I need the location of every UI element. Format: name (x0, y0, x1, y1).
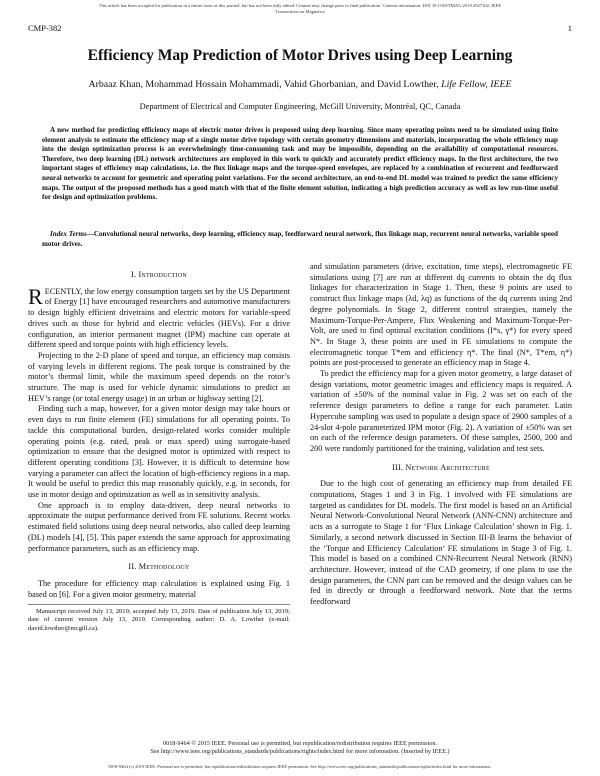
banner-line-2: Transactions on Magnetics (275, 9, 325, 14)
author-list (28, 79, 572, 91)
paper-title: Efficiency Map Prediction of Motor Drives using Deep Learning (87, 47, 513, 64)
author-fellowship: Life Fellow, IEEE (441, 79, 512, 90)
section-number: III. (392, 462, 404, 472)
banner-line-1: This article has been accepted for publication in a future issue of this journal, but has not been fully edited. Content may change prior to final publication. Citation information: DOI 10.1109/TMAG.2019.2927102, IEEE (98, 3, 502, 8)
page-footer: 0018-9464 (c) 2019 IEEE. Personal use is permitted, but republication/redistribution requires IEEE permission. See http://www.ieee.org/publications_standards/publications/rights/index.html for more information. (108, 764, 492, 769)
abstract: A new method for predicting efficiency maps of electric motor drives is proposed using deep learning. Since many operating points need to be simulated using finite element analysis to estimate the efficiency map of a single motor drive topology with certain geometry dimensions and materials, incorporating the whole efficiency map into the design optimization process is an overwhelmingly time-consuming task and may be impossible, depending on the availability of computational resources. Therefore, two deep learning (DL) network architectures are employed in this work to quickly and accurately predict efficiency maps. In the first architecture, the two important stages of efficiency map calculations, i.e. the flux linkage maps and the torque-speed envelopes, are replaced by a combination of recurrent and feedforward neural networks to account for geometric and operating point variations. For the second architecture, an end-to-end DL model was trained to predict the same efficiency maps. The output of the proposed methods has a good match with that of the finite element solution, indicating a high prediction accuracy as well as low run-time useful for design and optimization problems. (42, 126, 558, 202)
copyright-line-1: 0018-9464 © 2015 IEEE. Personal use is permitted, but republication/redistribution requires IEEE permission. (163, 740, 437, 747)
affiliation: Department of Electrical and Computer Engineering, McGill University, Montréal, QC, Canada (139, 102, 461, 111)
section-title: Network Architecture (405, 462, 490, 472)
intro-text-1: ECENTLY, the low energy consumption targets set by the US Department of Energy [1] have encouraged researchers and automotive manufacturers to design highly efficient drivetrains and electric motors for variable-speed drives such as those for hybrid and electric vehicles (HEVs). For a drive configuration, an interior permanent magnet (IPM) machine can operate at different speed and torque points with high efficiency levels. (28, 286, 290, 350)
section-number: I. (131, 270, 137, 279)
right-column (310, 262, 572, 608)
method-paragraph-1-continued: and simulation parameters (drive, excitation, time steps), electromagnetic FE simulations using [7] are run at different dq currents to obtain the dq flux linkages for characterization in Stage 1. Then, these 9 points are used to construct flux linkage maps (λd, λq) as functions of the dq currents using 2nd degree polynomials. In Stage 2, different control strategies, namely the Maximum-Torque-Per-Ampere, Flux Weakening and Maximum-Torque-Per-Volt, are used to find optimal excitation conditions (I*s, γ*) for every speed N*. In Stage 3, these points are used in FE simulations to compute the electromagnetic torque T*em and efficiency η*. The final (N*, T*em, η*) points are post-processed to generate an efficiency map in Stage 4. (310, 262, 572, 368)
intro-paragraph-1 (28, 283, 290, 351)
copyright-line-2: See http://www.ieee.org/publications_standards/publications/rights/index.html for more information. (Inserted by IEEE.) (150, 748, 450, 755)
section-number: II. (128, 562, 137, 572)
method-paragraph-2: To predict the efficiency map for a given motor geometry, a large dataset of design variations, motor geometric images and efficiency maps is required. A variation of ±50% of the nominal value in Fig. 2 was set on each of the reference design parameters to define a range for each parameter. Latin Hypercube sampling was used to populate a design space of 2900 samples of a 24-slot 4-pole parameterized IPM motor (Fig. 2). A variation of ±50% was set on each of the reference design parameters. Of these samples, 2500, 200 and 200 were randomly partitioned for the training, validation and test sets. (310, 369, 572, 453)
left-column (28, 262, 290, 633)
journal-banner (14, 3, 586, 15)
copyright-notice (20, 740, 580, 756)
section-title: Introduction (138, 270, 187, 279)
intro-paragraph-2: Projecting to the 2-D plane of speed and torque, an efficiency map consists of varying levels in different regions. The peak torque is constrained by the motor’s thermal limit, while the maximum speed depends on the rotor’s structure. The map is used for vehicle dynamic simulations to predict an HEV’s range (or total energy usage) in an urban or highway setting [2]. (28, 350, 290, 403)
section-heading-methodology (28, 562, 290, 573)
intro-paragraph-4: One approach is to employ data-driven, deep neural networks to approximate the output performance derived from FE solutions. Recent works estimated field solutions using deep neural networks, also called deep learning (DL) models [4], [5]. This paper extends the same approach for approximating performance parameters, such as an efficiency map. (28, 500, 290, 553)
drop-cap: R (28, 283, 43, 309)
index-terms-text: —Convolutional neural networks, deep learning, efficiency map, feedforward neural network, flux linkage map, recurrent neural networks, variable speed motor drives. (42, 230, 558, 248)
section-title: Methodology (138, 562, 190, 572)
method-paragraph-1: The procedure for efficiency map calculation is explained using Fig. 1 based on [6]. For a given motor geometry, material (28, 578, 290, 599)
intro-paragraph-3: Finding such a map, however, for a given motor design may take hours or even days to run finite element (FE) simulations for all operating points. To tackle this computational burden, design-related works consider multiple operating points (e.g. rated, peak or max speed) using surrogate-based optimization to ensure that the designed motor is optimized with respect to different operating conditions [3]. However, it is difficult to determine how varying a parameter can affect the location of high-efficiency regions in a map. It would be useful to predict this map reasonably quickly, e.g. in seconds, for use in motor design and optimization as well as in sensitivity analysis. (28, 404, 290, 500)
page-number: 1 (567, 23, 572, 33)
network-paragraph-1: Due to the high cost of generating an efficiency map from detailed FE computations, Stages 1 and 3 in Fig. 1 involved with FE simulations are targeted as candidates for DL models. The first model is based on an Artificial Neural Network-Convolutional Neural Network (ANN-CNN) architecture and acts as a surrogate to Stage 1 for ‘Flux Linkage Calculation’ shown in Fig. 1. Similarly, a second network discussed in Section III-B learns the behavior of the ‘Torque and Efficiency Calculation’ FE simulations in Stage 3 of Fig. 1. This model is based on a combined CNN-Recurrent Neural Network (RNN) architecture. However, instead of the CAD geometry, if one plans to use the design parameters, the CNN part can be removed and the design values can be fed in directly or through a feedforward network. Note that the terms feedforward (310, 479, 572, 607)
paper-code: CMP-382 (28, 23, 62, 33)
section-heading-network-architecture (310, 463, 572, 474)
section-heading-introduction (28, 270, 290, 281)
author-names: Arbaaz Khan, Mohammad Hossain Mohammadi, Vahid Ghorbanian, and David Lowther, (88, 79, 439, 90)
index-terms-label: Index Terms (50, 230, 87, 238)
manuscript-footnote: Manuscript received July 13, 2019; accepted July 13, 2019. Date of publication July 13, 2019; date of current version July 13, 2019. Corresponding author: D. A. Lowther (e-mail: david.lowther@mcgill.ca). (28, 604, 290, 632)
index-terms (42, 230, 558, 249)
